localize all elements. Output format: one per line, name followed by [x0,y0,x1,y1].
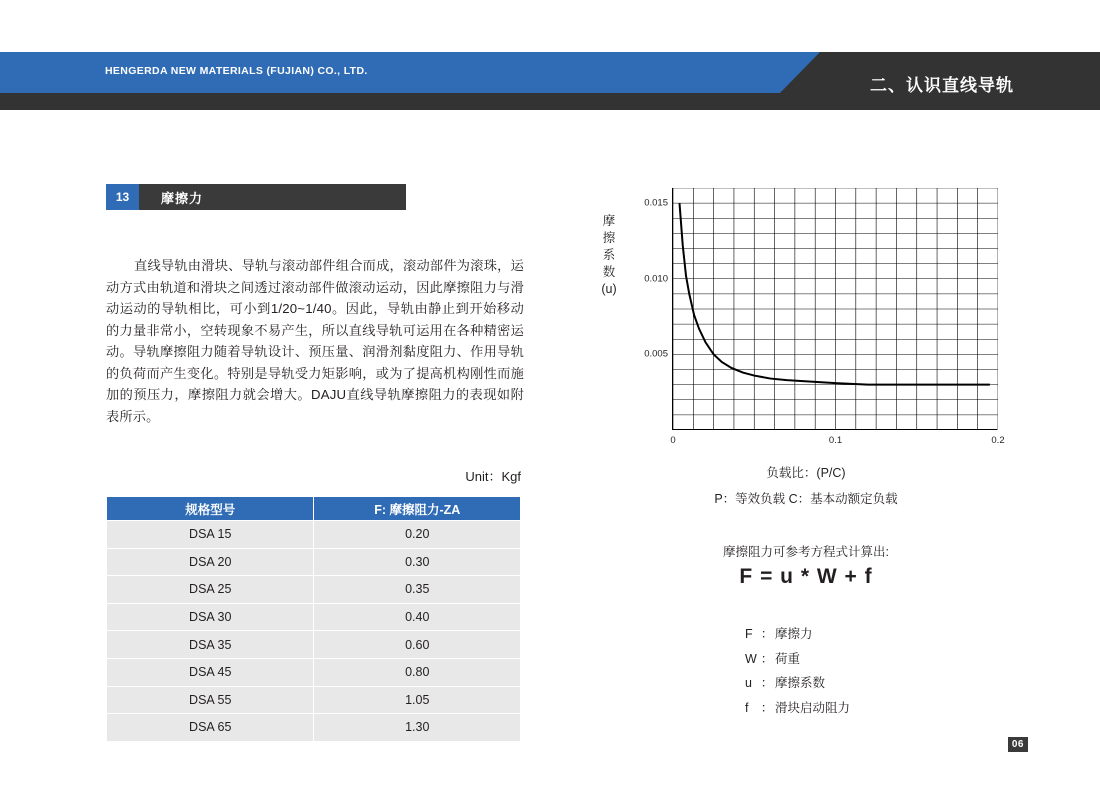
formula-intro: 摩擦阻力可参考方程式计算出: [723,545,889,559]
y-axis-tick-label: 0.010 [644,273,668,285]
chart-legend-note: P：等效负载 C：基本动额定负载 [714,492,898,506]
table-cell: 1.30 [314,714,521,742]
legend-row [745,647,850,672]
table-cell: DSA 45 [107,658,314,686]
table-cell: DSA 20 [107,548,314,576]
legend-colon: ： [760,627,774,641]
y-axis-label-char: 数 [602,265,616,279]
table-cell: DSA 25 [107,576,314,604]
company-name: HENGERDA NEW MATERIALS (FUJIAN) CO., LTD. [105,65,368,77]
table-cell: 0.35 [314,576,521,604]
section-heading: 摩擦力 [161,190,204,206]
table-cell: 0.20 [314,521,521,549]
table-cell: 0.30 [314,548,521,576]
section-title-header: 二、认识直线导轨 [870,76,1014,95]
legend-symbol: W [745,651,757,666]
legend-symbol: F [745,627,753,641]
friction-table [106,496,521,742]
legend-description: 摩擦力 [775,627,813,641]
table-cell: 1.05 [314,686,521,714]
table-cell: DSA 30 [107,603,314,631]
body-paragraph: 直线导轨由滑块、导轨与滚动部件组合而成，滚动部件为滚珠，运动方式由轨道和滑块之间透过滚动部件做滚动运动，因此摩擦阻力与滑动运动的导轨相比，可小到1/20~1/40。因此，导轨由静止到开始移动的力量非常小，空转现象不易产生，所以直线导轨可运用在各种精密运动。导轨摩擦阻力随着导轨设计、预压量、润滑剂黏度阻力、作用导轨的负荷而产生变化。特别是导轨受力矩影响，或为了提高机构刚性而施加的预压力，摩擦阻力就会增大。DAJU直线导轨摩擦阻力的表现如附表所示。 [106,258,524,424]
legend-row [745,696,850,721]
y-axis-label-char: 摩 [602,214,616,228]
table-cell: DSA 35 [107,631,314,659]
section-number: 13 [106,184,139,210]
table-header-cell: 规格型号 [107,497,314,521]
x-axis-tick-label: 0 [670,435,676,446]
table-row [107,548,521,576]
formula-legend [745,622,850,720]
friction-coefficient-chart [596,178,1016,448]
chart-y-axis-label [601,213,617,298]
formula-expression: F = u * W + f [739,565,873,588]
legend-description: 滑块启动阻力 [775,700,851,715]
y-axis-tick-label: 0.015 [644,197,668,209]
legend-row [745,671,850,696]
table-row [107,714,521,742]
table-cell: DSA 55 [107,686,314,714]
x-axis-tick-label: 0.1 [828,435,843,446]
table-cell: DSA 65 [107,714,314,742]
legend-colon: ： [760,651,774,666]
legend-row [745,622,850,647]
table-cell: 0.60 [314,631,521,659]
legend-colon: ： [760,700,774,715]
table-header-row [107,497,521,521]
y-axis-label-char: (u) [601,282,617,296]
table-row [107,686,521,714]
table-row [107,658,521,686]
unit-label: Unit：Kgf [465,469,521,484]
legend-description: 摩擦系数 [775,676,826,691]
table-cell: 0.80 [314,658,521,686]
page-number: 06 [1008,737,1028,752]
chart-svg [673,188,998,430]
legend-description: 荷重 [775,651,801,666]
page-header [0,52,1100,110]
chart-plot-area [644,188,1005,446]
y-axis-label-char: 系 [602,248,616,262]
table-row [107,521,521,549]
table-cell: DSA 15 [107,521,314,549]
table-row [107,631,521,659]
legend-colon: ： [760,676,774,691]
table-row [107,603,521,631]
y-axis-tick-label: 0.005 [644,348,668,360]
table-cell: 0.40 [314,603,521,631]
x-axis-tick-label: 0.2 [991,435,1005,446]
table-row [107,576,521,604]
legend-symbol: u [745,676,752,691]
chart-x-axis-label: 负载比：(P/C) [766,466,846,480]
y-axis-label-char: 擦 [602,231,616,245]
legend-symbol: f [745,700,749,715]
table-header-cell: F: 摩擦阻力-ZA [314,497,521,521]
section-tag [106,184,406,210]
